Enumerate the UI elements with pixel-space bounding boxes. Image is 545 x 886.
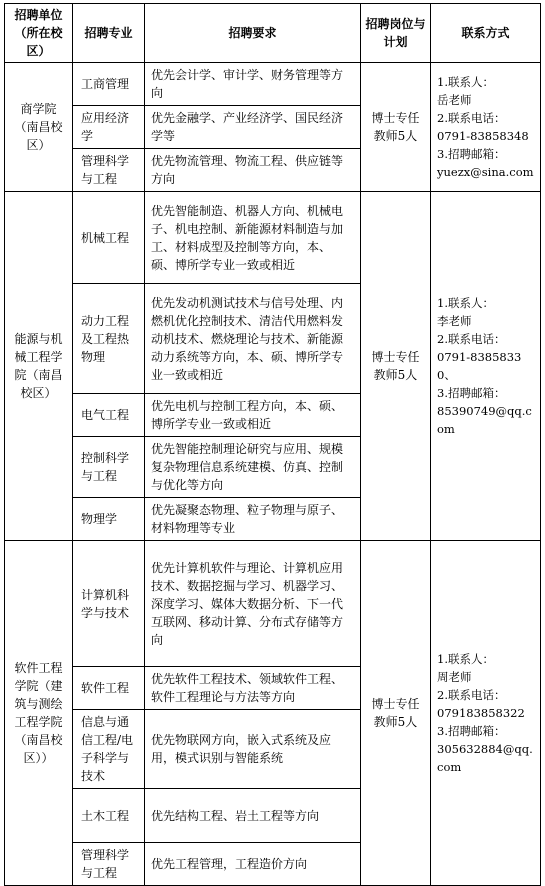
contact-line: 3.招聘邮箱： <box>437 147 506 161</box>
contact-line: 2.联系电话： <box>437 111 506 125</box>
contact-line: 2.联系电话： <box>437 332 506 346</box>
contact-line: 079183858322 <box>437 706 525 720</box>
contact-line: 2.联系电话： <box>437 688 506 702</box>
requirement-cell: 优先会计学、审计学、财务管理等方向 <box>145 63 361 106</box>
header-unit: 招聘单位（所在校区） <box>5 4 73 63</box>
requirement-cell: 优先工程管理，工程造价方向 <box>145 843 361 886</box>
major-cell: 管理科学与工程 <box>73 843 145 886</box>
major-cell: 动力工程及工程热物理 <box>73 284 145 394</box>
contact-cell <box>431 192 541 541</box>
contact-line: 0791-83858330、 <box>437 350 522 382</box>
header-major: 招聘专业 <box>73 4 145 63</box>
contact-line: yuezx@sina.com <box>437 165 534 179</box>
requirement-cell: 优先结构工程、岩土工程等方向 <box>145 789 361 843</box>
requirement-cell: 优先凝聚态物理、粒子物理与原子、材料物理等专业 <box>145 498 361 541</box>
major-cell: 信息与通信工程/电子科学与技术 <box>73 710 145 789</box>
contact-line: 李老师 <box>437 314 472 328</box>
post-cell: 博士专任教师5人 <box>361 541 431 886</box>
requirement-cell: 优先软件工程技术、领域软件工程、软件工程理论与方法等方向 <box>145 667 361 710</box>
contact-line: 3.招聘邮箱： <box>437 386 506 400</box>
major-cell: 控制科学与工程 <box>73 437 145 498</box>
major-cell: 物理学 <box>73 498 145 541</box>
major-cell: 土木工程 <box>73 789 145 843</box>
contact-line: 85390749@qq.com <box>437 404 532 436</box>
contact-line: 1.联系人： <box>437 652 494 666</box>
requirement-cell: 优先计算机软件与理论、计算机应用技术、数据挖掘与学习、机器学习、深度学习、媒体大数据分析、下一代互联网、移动计算、分布式存储等方向 <box>145 541 361 667</box>
contact-cell <box>431 63 541 192</box>
major-cell: 工商管理 <box>73 63 145 106</box>
contact-line: 1.联系人： <box>437 296 494 310</box>
major-cell: 管理科学与工程 <box>73 149 145 192</box>
contact-line: 1.联系人： <box>437 75 494 89</box>
requirement-cell: 优先发动机测试技术与信号处理、内燃机优化控制技术、清洁代用燃料发动机技术、燃烧理论与技术、新能源动力系统等方向，本、硕、博所学专业一致或相近 <box>145 284 361 394</box>
contact-line: 0791-83858348 <box>437 129 529 143</box>
unit-cell: 商学院（南昌校区） <box>5 63 73 192</box>
major-cell: 计算机科学与技术 <box>73 541 145 667</box>
header-post: 招聘岗位与计划 <box>361 4 431 63</box>
recruitment-table <box>4 3 541 886</box>
header-contact: 联系方式 <box>431 4 541 63</box>
major-cell: 电气工程 <box>73 394 145 437</box>
major-cell: 机械工程 <box>73 192 145 284</box>
major-cell: 软件工程 <box>73 667 145 710</box>
requirement-cell: 优先物联网方向，嵌入式系统及应用，模式识别与智能系统 <box>145 710 361 789</box>
contact-line: 岳老师 <box>437 93 472 107</box>
contact-line: 3.招聘邮箱： <box>437 724 506 738</box>
contact-line: 305632884@qq.com <box>437 742 533 774</box>
requirement-cell: 优先智能制造、机器人方向、机械电子、机电控制、新能源材料制造与加工、材料成型及控制等方向，本、硕、博所学专业一致或相近 <box>145 192 361 284</box>
post-cell: 博士专任教师5人 <box>361 192 431 541</box>
table-row <box>5 192 541 284</box>
unit-cell: 软件工程学院（建筑与测绘工程学院（南昌校区）） <box>5 541 73 886</box>
table-body <box>5 63 541 886</box>
unit-cell: 能源与机械工程学院（南昌校区） <box>5 192 73 541</box>
header-row <box>5 4 541 63</box>
requirement-cell: 优先金融学、产业经济学、国民经济学等 <box>145 106 361 149</box>
requirement-cell: 优先物流管理、物流工程、供应链等方向 <box>145 149 361 192</box>
requirement-cell: 优先智能控制理论研究与应用、规模复杂物理信息系统建模、仿真、控制与优化等方向 <box>145 437 361 498</box>
table-row <box>5 63 541 106</box>
major-cell: 应用经济学 <box>73 106 145 149</box>
post-cell: 博士专任教师5人 <box>361 63 431 192</box>
table-row <box>5 541 541 667</box>
header-requirements: 招聘要求 <box>145 4 361 63</box>
contact-line: 周老师 <box>437 670 472 684</box>
contact-cell <box>431 541 541 886</box>
requirement-cell: 优先电机与控制工程方向，本、硕、博所学专业一致或相近 <box>145 394 361 437</box>
